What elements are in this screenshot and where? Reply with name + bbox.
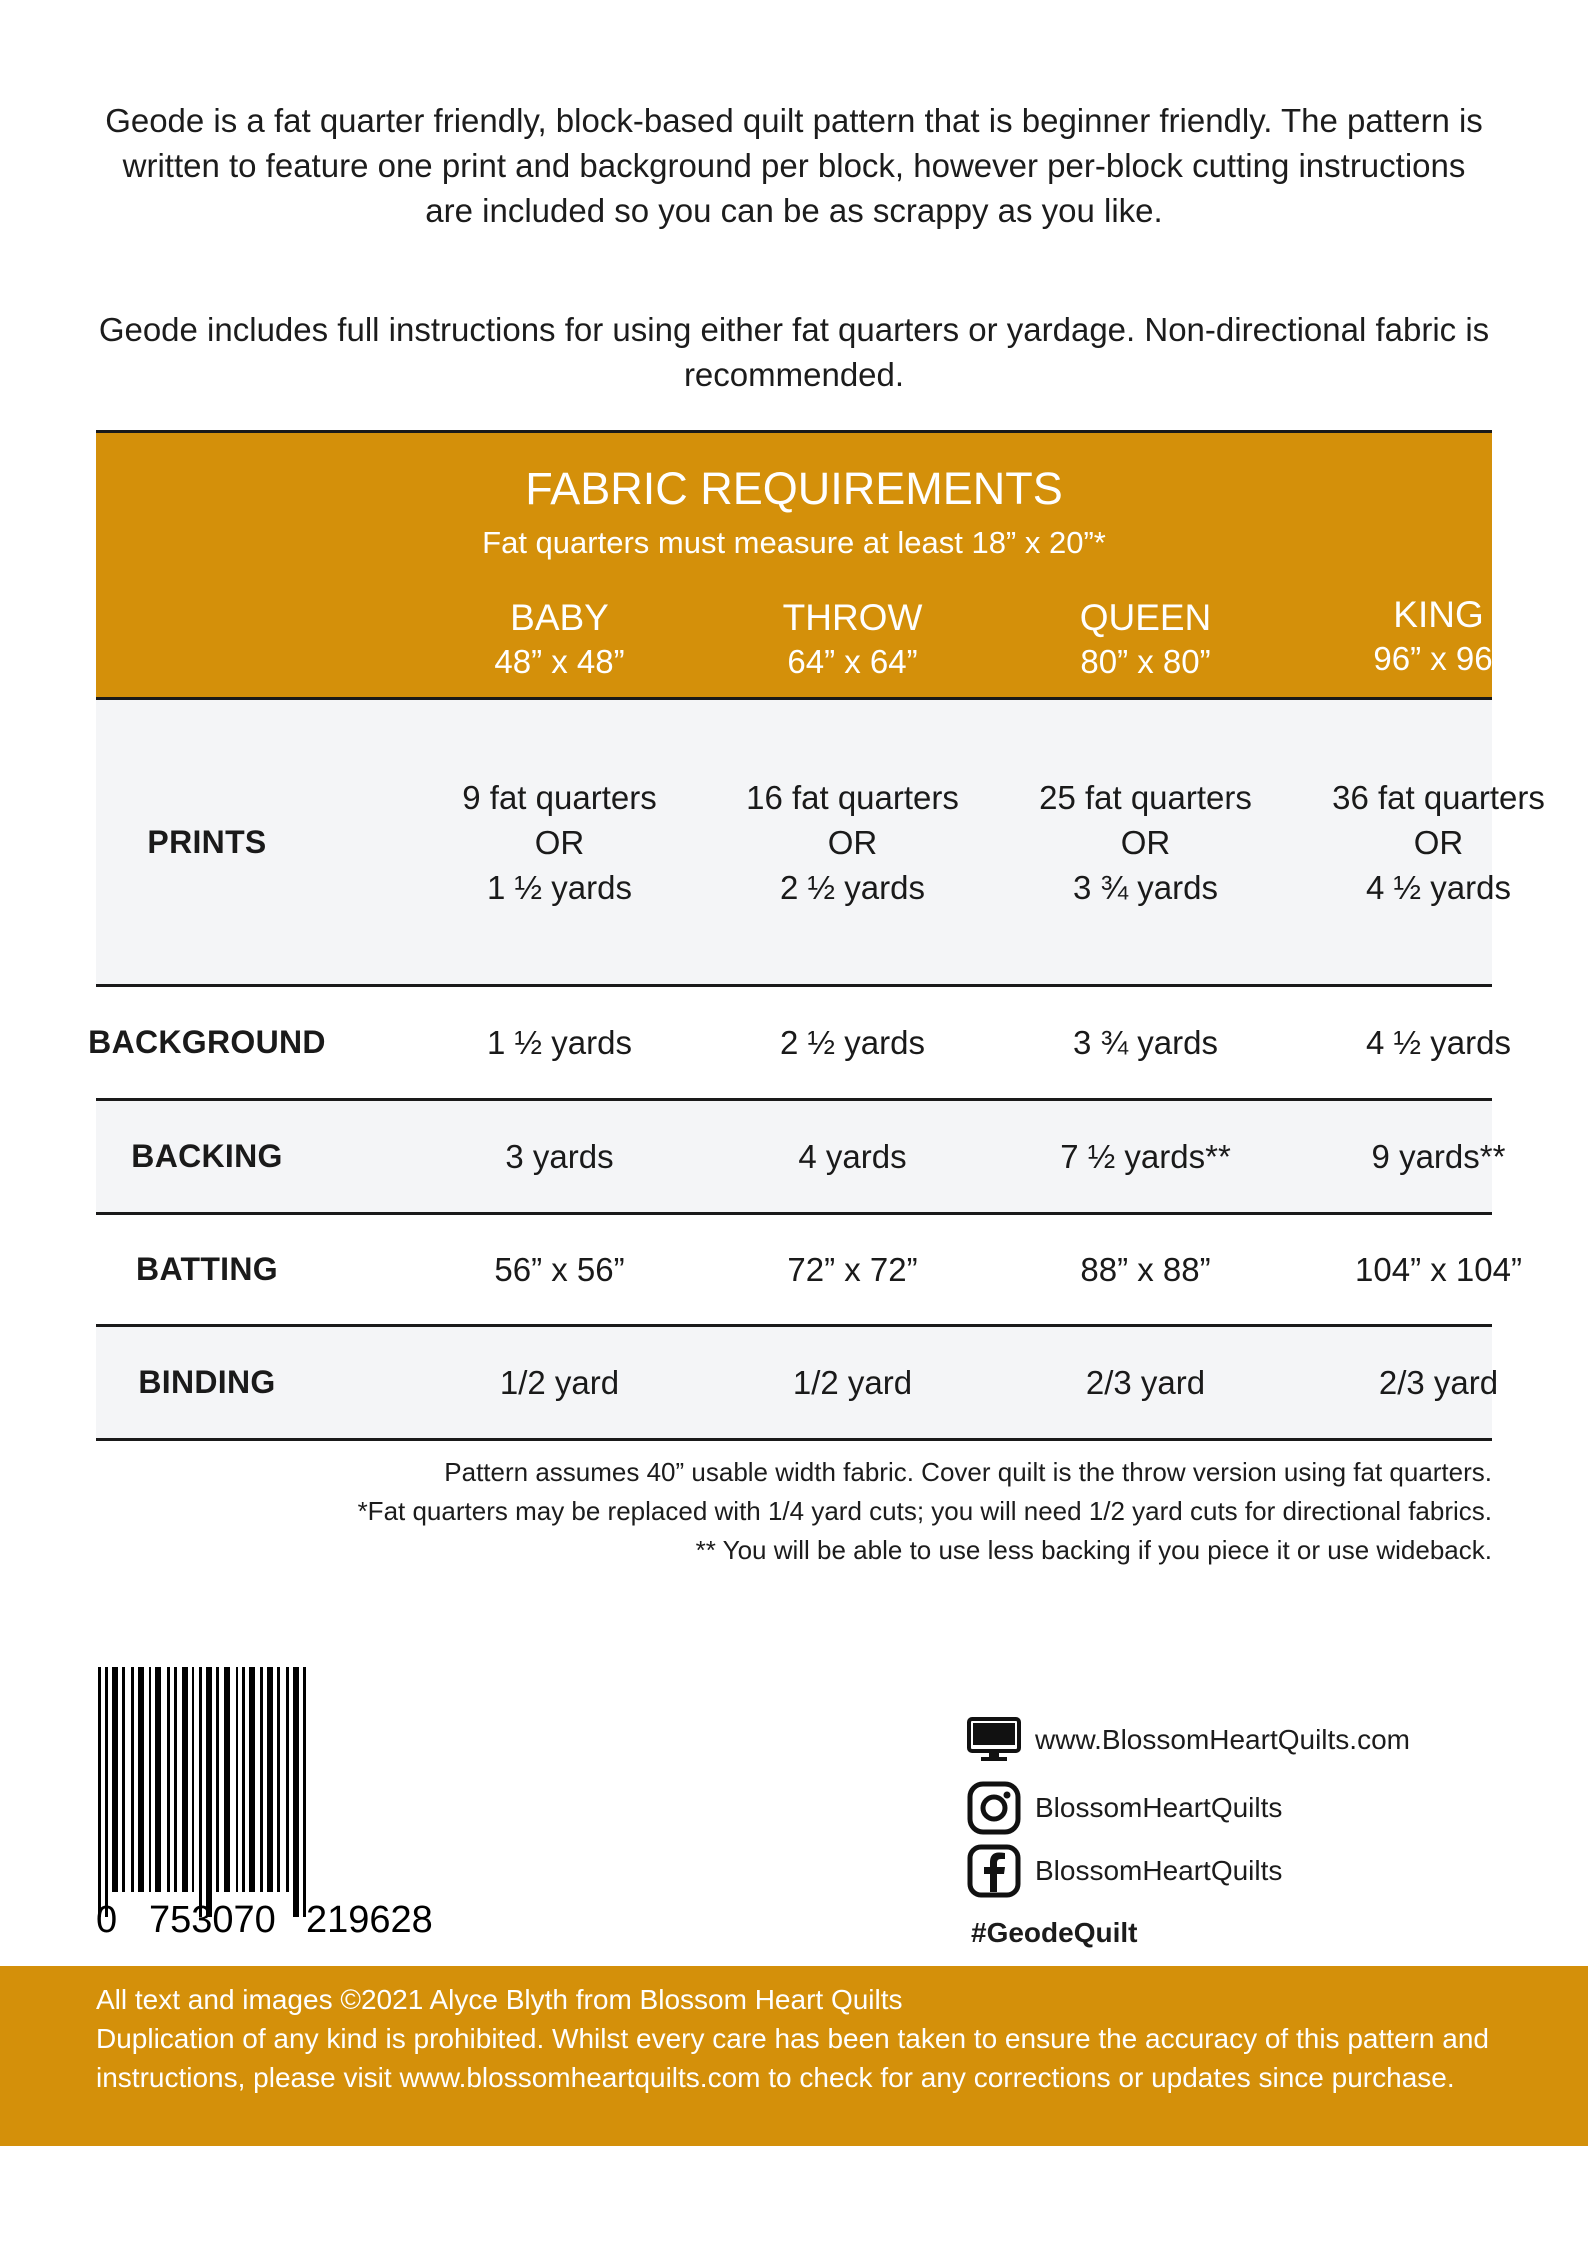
barcode-bar [138, 1667, 144, 1892]
barcode-bar [206, 1667, 212, 1917]
facebook-handle[interactable]: BlossomHeartQuilts [1035, 1855, 1283, 1886]
yardage: 3 ¾ yards [1073, 868, 1218, 906]
row-backing [96, 1101, 1506, 1215]
barcode-bar [155, 1667, 161, 1892]
table-cell: 104” x 104” [1355, 1251, 1522, 1288]
size-dims: 96” x 96” [1373, 640, 1504, 677]
table-cell: 4 yards [798, 1138, 907, 1175]
footer-text [96, 1980, 1496, 2097]
barcode-bar [236, 1667, 238, 1892]
barcode-bar [112, 1667, 118, 1892]
or-text: OR [1120, 823, 1171, 861]
table-cell: 72” x 72” [787, 1251, 918, 1288]
size-baby [413, 596, 706, 684]
size-dims: 80” x 80” [1080, 643, 1211, 680]
size-king [1292, 593, 1585, 681]
table-cell: 4 ½ yards [1366, 1024, 1511, 1061]
barcode-bar [122, 1667, 125, 1892]
barcode-bar [149, 1667, 151, 1892]
size-dims: 48” x 48” [494, 643, 625, 680]
barcode-bar [131, 1667, 134, 1892]
fat-quarters-count: 16 fat quarters [746, 778, 959, 816]
table-cell: 1 ½ yards [487, 1024, 632, 1061]
yardage: 2 ½ yards [780, 868, 925, 906]
barcode-bar [286, 1667, 289, 1892]
barcode-digits-right: 219628 [306, 1899, 433, 1937]
disclaimer-text: Duplication of any kind is prohibited. Whilst every care has been taken to ensure the accuracy of this pattern and instructions, please visit www.blossomheartquilts.com to check for any corrections or updates since purchase. [96, 2023, 1489, 2093]
row-label: PRINTS [147, 823, 267, 860]
fabric-requirements-subtitle: Fat quarters must measure at least 18” x 20”* [482, 525, 1106, 560]
barcode-bar [216, 1667, 219, 1892]
instagram-icon [967, 1781, 1021, 1835]
yardage: 4 ½ yards [1366, 868, 1511, 906]
prints-cell-baby [413, 700, 706, 984]
barcode-bar [167, 1667, 170, 1892]
table-cell: 1/2 yard [499, 1364, 620, 1401]
table-cell: 9 yards** [1371, 1138, 1506, 1175]
barcode-bar [224, 1667, 230, 1892]
facebook-icon [967, 1844, 1021, 1898]
monitor-icon [967, 1717, 1021, 1763]
table-cell: 7 ½ yards** [1060, 1138, 1231, 1175]
row-prints [96, 700, 1545, 987]
prints-cell-throw [706, 700, 999, 984]
barcode-bar [303, 1667, 306, 1917]
intro-paragraph-2: Geode includes full instructions for using either fat quarters or yardage. Non-directional fabric is recommended. [98, 311, 1490, 393]
table-cell: 56” x 56” [494, 1251, 625, 1288]
or-text: OR [827, 823, 878, 861]
fabric-requirements-title: FABRIC REQUIREMENTS [525, 463, 1063, 514]
fat-quarters-count: 25 fat quarters [1039, 778, 1252, 816]
row-background [88, 987, 1511, 1101]
barcode-bar [293, 1667, 299, 1917]
footnote-fat-quarters: *Fat quarters may be replaced with 1/4 yard cuts; you will need 1/2 yard cuts for directional fabrics. [357, 1496, 1492, 1526]
barcode-bar [105, 1667, 108, 1917]
contact-instagram[interactable] [967, 1781, 1282, 1835]
barcode-bar [192, 1667, 194, 1892]
footer-banner [0, 1966, 1588, 2146]
row-label: BACKGROUND [88, 1024, 326, 1060]
barcode-bar [242, 1667, 245, 1892]
barcode-bar [249, 1667, 255, 1892]
footnotes [96, 1453, 1492, 1570]
prints-cell-queen [999, 700, 1292, 984]
size-name: THROW [782, 597, 923, 638]
fat-quarters-count: 9 fat quarters [462, 778, 657, 816]
yardage: 1 ½ yards [487, 868, 632, 906]
size-name: KING [1393, 594, 1484, 635]
barcode-bar [260, 1667, 263, 1892]
barcode-bar [267, 1667, 273, 1892]
footnote-backing: ** You will be able to use less backing if you piece it or use wideback. [695, 1535, 1492, 1565]
table-cell: 3 ¾ yards [1073, 1024, 1218, 1061]
barcode-bar [277, 1667, 280, 1892]
row-label: BATTING [136, 1251, 278, 1287]
barcode [92, 1667, 452, 1937]
row-binding [96, 1327, 1499, 1441]
barcode-bar [174, 1667, 177, 1892]
barcode-bar [182, 1667, 188, 1892]
table-cell: 2 ½ yards [780, 1024, 925, 1061]
row-label: BINDING [138, 1364, 276, 1400]
or-text: OR [1413, 823, 1464, 861]
table-cell: 2/3 yard [1378, 1364, 1499, 1401]
table-cell: 88” x 88” [1080, 1251, 1211, 1288]
copyright-line: All text and images ©2021 Alyce Blyth from Blossom Heart Quilts [96, 1984, 903, 2015]
fabric-requirements-header [96, 430, 1504, 700]
contact-facebook[interactable] [967, 1844, 1282, 1898]
or-text: OR [534, 823, 585, 861]
barcode-bar [98, 1667, 101, 1917]
row-label: BACKING [131, 1138, 283, 1174]
row-batting [96, 1215, 1522, 1327]
contact-website[interactable] [967, 1717, 1410, 1763]
fat-quarters-count: 36 fat quarters [1332, 778, 1545, 816]
size-throw [706, 596, 999, 684]
barcode-bar [199, 1667, 202, 1917]
barcode-digit-first: 0 [96, 1899, 118, 1937]
instagram-handle[interactable]: BlossomHeartQuilts [1035, 1792, 1283, 1823]
barcode-digits-left: 753070 [149, 1899, 276, 1937]
hashtag: #GeodeQuilt [971, 1917, 1138, 1948]
size-name: BABY [510, 597, 609, 638]
footnote-width: Pattern assumes 40” usable width fabric. Cover quilt is the throw version using fat quarters. [444, 1457, 1492, 1487]
website-link[interactable]: www.BlossomHeartQuilts.com [1035, 1724, 1410, 1755]
table-cell: 2/3 yard [1085, 1364, 1206, 1401]
size-queen [999, 596, 1292, 684]
table-cell: 3 yards [505, 1138, 614, 1175]
intro-paragraph-1: Geode is a fat quarter friendly, block-based quilt pattern that is beginner friendly. The pattern is written to feature one print and background per block, however per-block cutting instructions are included so you can be as scrappy as you like. [105, 102, 1483, 229]
size-name: QUEEN [1079, 597, 1212, 638]
table-cell: 1/2 yard [792, 1364, 913, 1401]
size-dims: 64” x 64” [787, 643, 918, 680]
prints-cell-king [1292, 700, 1585, 984]
